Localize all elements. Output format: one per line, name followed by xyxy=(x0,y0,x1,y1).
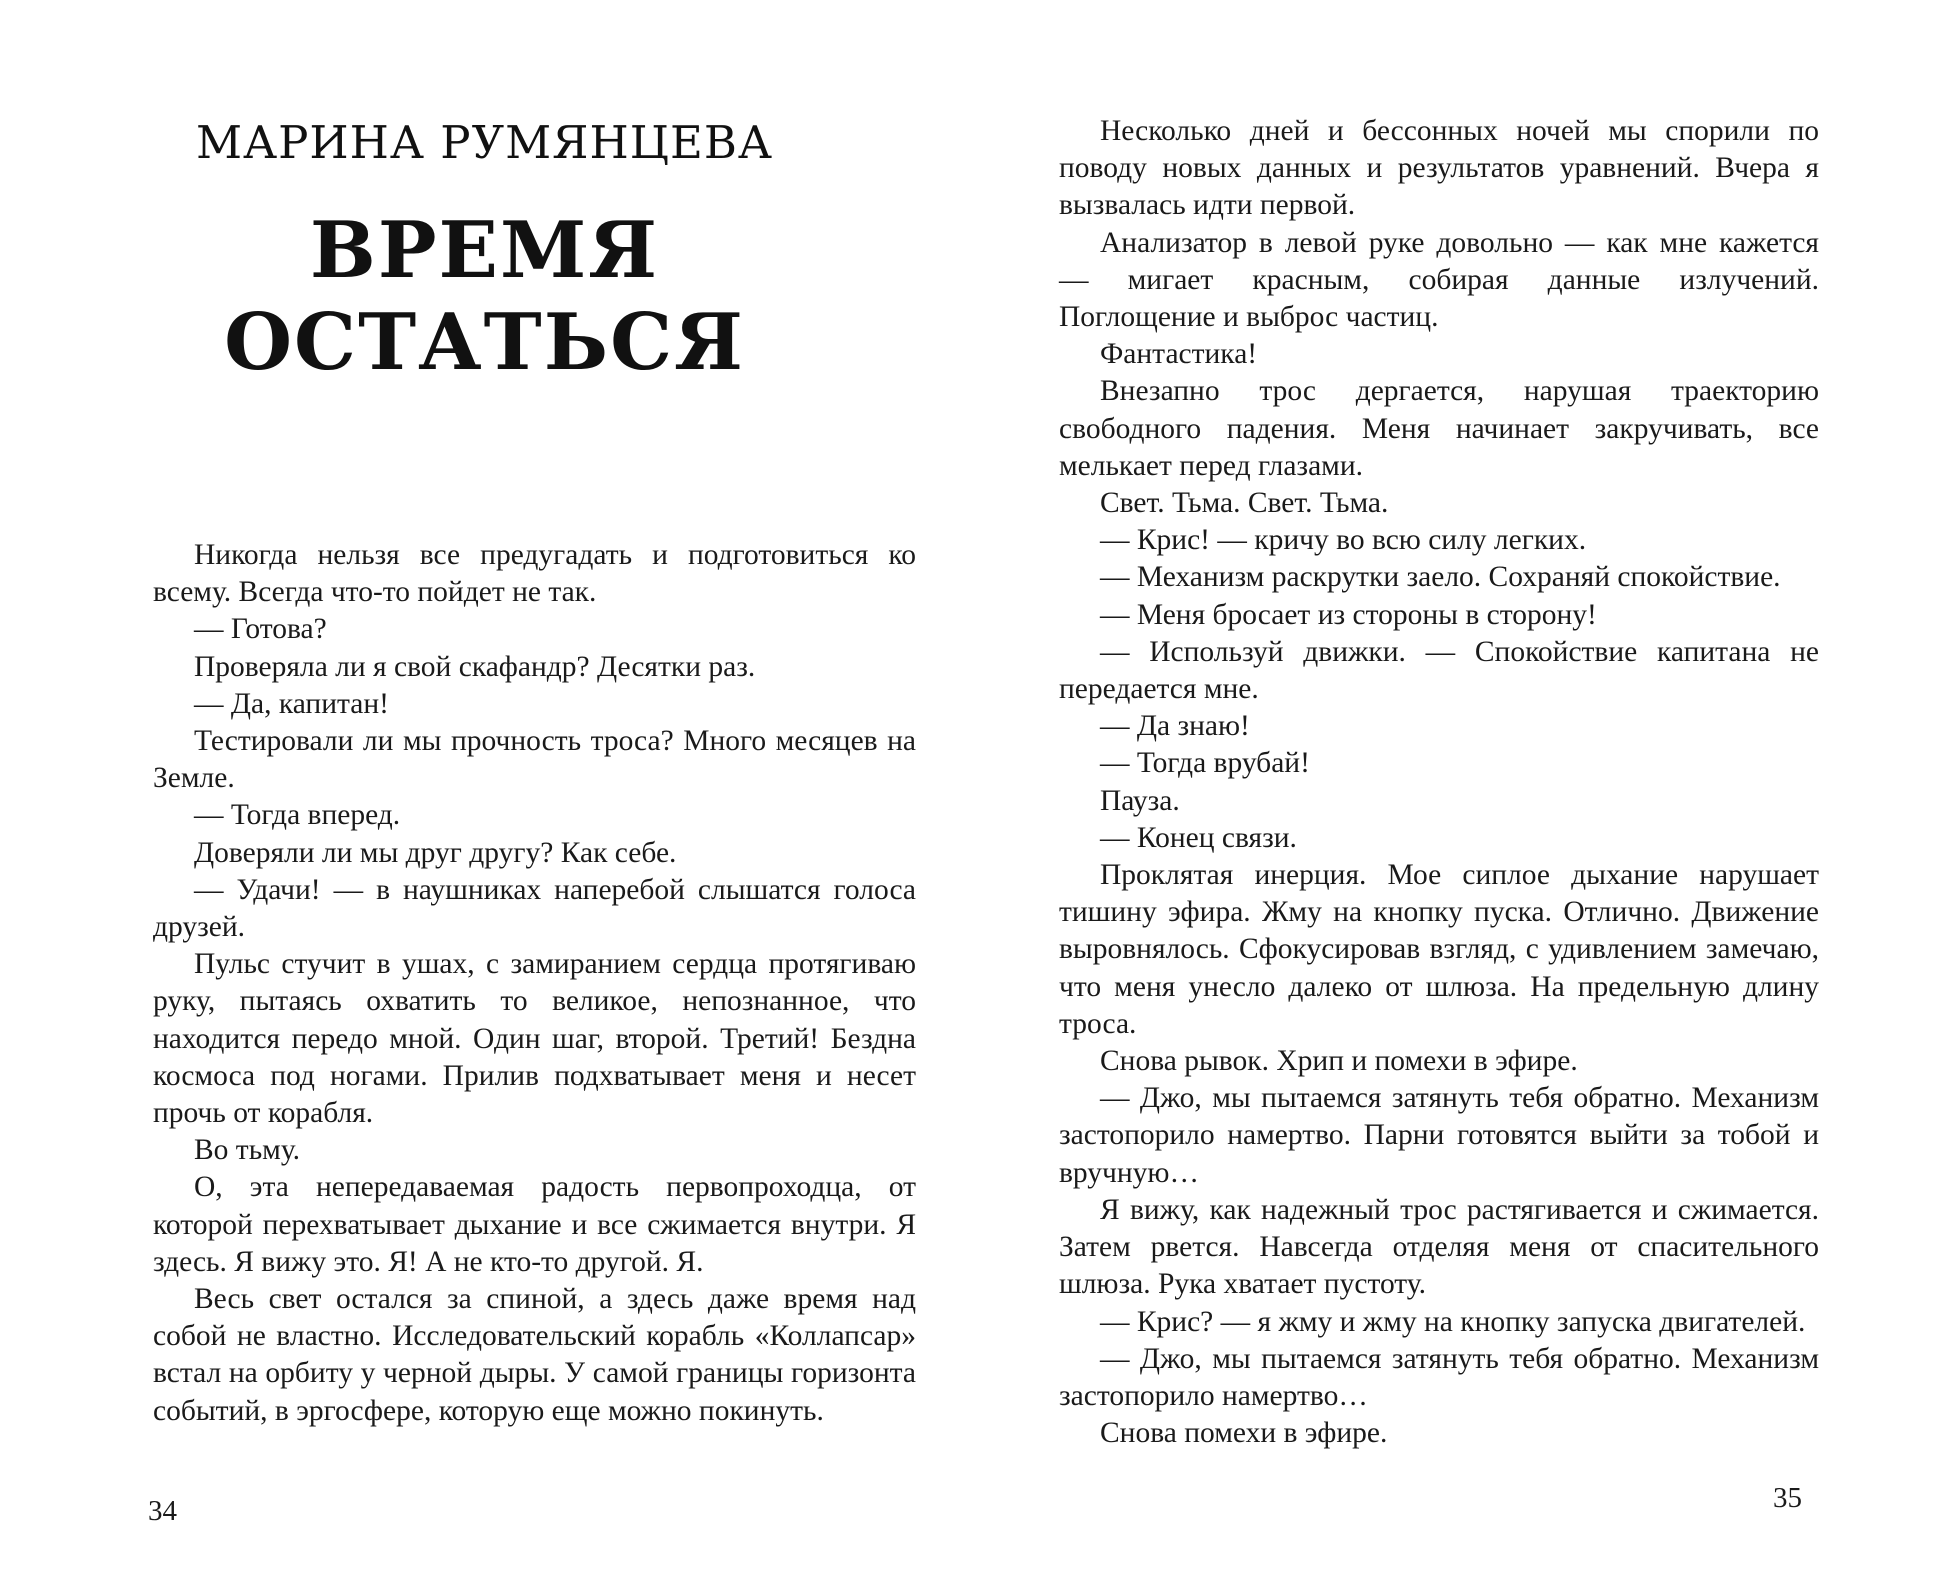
left-page-text xyxy=(153,537,916,1430)
paragraph: Во тьму. xyxy=(194,1134,300,1167)
paragraph: Фантастика! xyxy=(1100,338,1258,371)
page-number: 34 xyxy=(148,1495,177,1527)
paragraph: — Удачи! — в наушниках наперебой слышатся голоса друзей. xyxy=(153,873,916,944)
story-title xyxy=(0,205,969,389)
paragraph: — Тогда врубай! xyxy=(1100,747,1310,780)
paragraph: Проверяла ли я свой скафандр? Десятки раз. xyxy=(194,650,756,683)
paragraph: — Да знаю! xyxy=(1100,710,1250,743)
paragraph: — Механизм раскрутки заело. Сохраняй спокойствие. xyxy=(1100,561,1781,594)
paragraph: — Да, капитан! xyxy=(194,687,389,720)
paragraph: — Крис! — кричу во всю силу легких. xyxy=(1100,524,1587,557)
paragraph: Несколько дней и бессонных ночей мы спорили по поводу новых данных и результатов уравнений. Вчера я вызвалась идти первой. xyxy=(1059,115,1819,222)
paragraph: — Используй движки. — Спокойствие капитана не передается мне. xyxy=(1059,635,1819,706)
paragraph: Пульс стучит в ушах, с замиранием сердца протягиваю руку, пытаясь охватить то великое, непознанное, что находится передо мной. Один шаг, второй. Третий! Бездна космоса под ногами. Прилив подхватывает меня и несет прочь от корабля. xyxy=(153,948,916,1130)
paragraph: — Меня бросает из стороны в сторону! xyxy=(1100,598,1597,631)
right-page-text xyxy=(1059,113,1819,1452)
right-page xyxy=(969,0,1939,1572)
paragraph: Свет. Тьма. Свет. Тьма. xyxy=(1100,487,1389,520)
paragraph: Снова рывок. Хрип и помехи в эфире. xyxy=(1100,1045,1578,1078)
paragraph: — Крис? — я жму и жму на кнопку запуска двигателей. xyxy=(1100,1305,1806,1338)
paragraph: — Тогда вперед. xyxy=(194,799,401,832)
paragraph: — Готова? xyxy=(194,613,327,646)
paragraph: Тестировали ли мы прочность троса? Много месяцев на Земле. xyxy=(153,725,916,795)
paragraph: — Джо, мы пытаемся затянуть тебя обратно. Механизм застопорило намертво… xyxy=(1059,1342,1819,1412)
story-title-line-2: ОСТАТЬСЯ xyxy=(224,297,745,388)
paragraph: О, эта непередаваемая радость первопроходца, от которой перехватывает дыхание и все сжимается внутри. Я здесь. Я вижу это. Я! А не кто-то другой. Я. xyxy=(153,1171,916,1278)
page-number: 35 xyxy=(1773,1482,1802,1514)
author-name: МАРИНА РУМЯНЦЕВА xyxy=(195,116,773,169)
story-title-line-1: ВРЕМЯ xyxy=(309,205,660,296)
paragraph: Я вижу, как надежный трос растягивается и сжимается. Затем рвется. Навсегда отделяя меня от спасительного шлюза. Рука хватает пустоту. xyxy=(1059,1193,1819,1301)
paragraph: Весь свет остался за спиной, а здесь даже время над собой не властно. Исследовательский корабль «Коллапсар» встал на орбиту у черной дыры. У самой границы горизонта событий, в эргосфере, которую еще можно покинуть. xyxy=(153,1283,916,1427)
paragraph: Пауза. xyxy=(1100,784,1180,817)
paragraph: Проклятая инерция. Мое сиплое дыхание нарушает тишину эфира. Жму на кнопку пуска. Отлично. Движение выровнялось. Сфокусировав взгляд, с удивлением замечаю, что меня унесло далеко от шлюза. На предельную длину троса. xyxy=(1059,859,1819,1040)
paragraph: Снова помехи в эфире. xyxy=(1100,1417,1388,1450)
paragraph: — Конец связи. xyxy=(1100,821,1297,854)
paragraph: Внезапно трос дергается, нарушая траекторию свободного падения. Меня начинает закручивать, все мелькает перед глазами. xyxy=(1059,375,1819,482)
paragraph: Доверяли ли мы друг другу? Как себе. xyxy=(194,836,677,869)
paragraph: Анализатор в левой руке довольно — как мне кажется — мигает красным, собирая данные излучений. Поглощение и выброс частиц. xyxy=(1059,226,1819,334)
paragraph: Никогда нельзя все предугадать и подготовиться ко всему. Всегда что-то пойдет не так. xyxy=(153,539,916,609)
paragraph: — Джо, мы пытаемся затянуть тебя обратно. Механизм застопорило намертво. Парни готовятся выйти за тобой и вручную… xyxy=(1059,1082,1819,1189)
left-page xyxy=(0,0,969,1572)
